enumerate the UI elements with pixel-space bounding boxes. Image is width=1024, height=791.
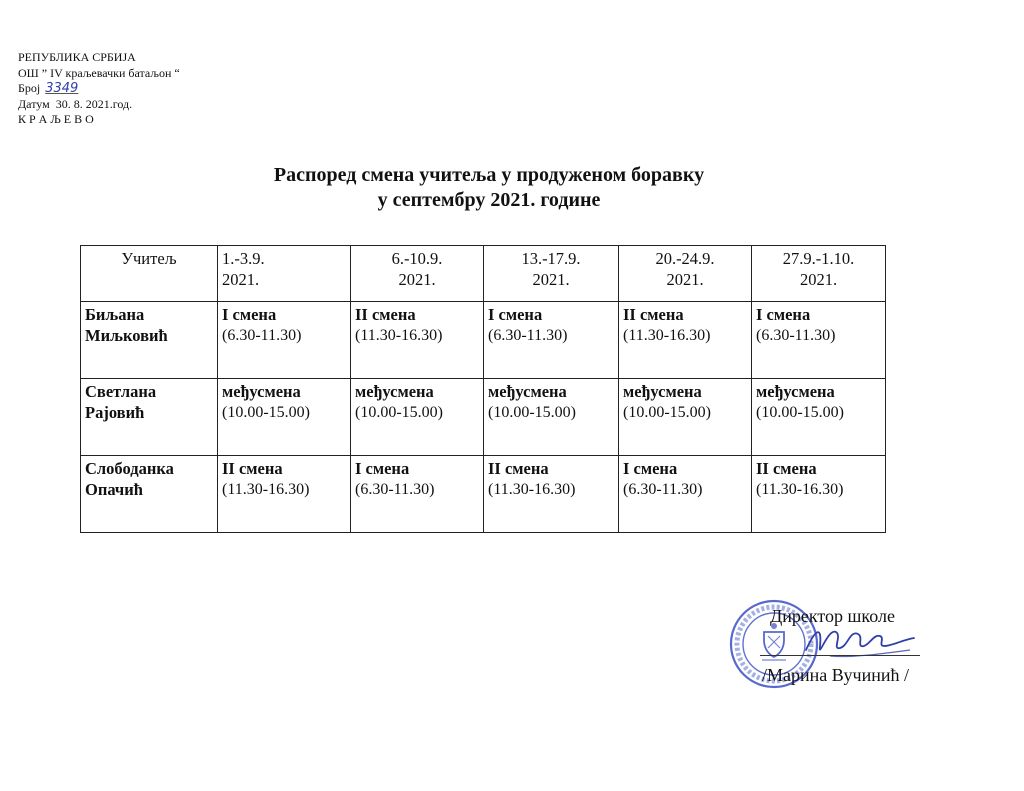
shift-label: I смена — [222, 305, 277, 324]
shift-cell — [484, 379, 619, 456]
shift-cell — [619, 302, 752, 379]
week-range: 1.-3.9. — [222, 249, 265, 268]
shift-label: међусмена — [623, 382, 702, 401]
city-line: К Р А Љ Е В О — [18, 112, 94, 126]
shift-time: (6.30-11.30) — [222, 327, 302, 344]
shift-cell — [752, 379, 886, 456]
shift-label: међусмена — [756, 382, 835, 401]
shift-label: међусмена — [355, 382, 434, 401]
teacher-first-name: Светлана — [85, 382, 157, 401]
shift-cell — [351, 302, 484, 379]
number-line — [18, 81, 180, 97]
shift-time: (11.30-16.30) — [756, 481, 844, 498]
week-header — [619, 246, 752, 302]
schedule-table — [80, 245, 886, 533]
page-title — [0, 163, 978, 213]
number-value: 3349 — [45, 81, 79, 96]
document-header — [18, 50, 180, 128]
teacher-last-name: Рајовић — [85, 403, 145, 422]
title-line-1: Распоред смена учитеља у продуженом боравку — [273, 164, 705, 186]
shift-cell — [484, 456, 619, 533]
shift-time: (11.30-16.30) — [222, 481, 310, 498]
teacher-name — [81, 379, 218, 456]
republic-line: РЕПУБЛИКА СРБИЈА — [18, 50, 136, 64]
table-header-row — [81, 246, 886, 302]
shift-time: (6.30-11.30) — [756, 327, 836, 344]
shift-cell — [619, 379, 752, 456]
shift-cell — [619, 456, 752, 533]
shift-cell — [218, 302, 351, 379]
week-year: 2021. — [799, 270, 838, 289]
shift-label: II смена — [756, 459, 817, 478]
handwritten-signature-icon — [800, 620, 920, 668]
teacher-name — [81, 302, 218, 379]
shift-label: I смена — [355, 459, 410, 478]
teacher-first-name: Слободанка — [85, 459, 174, 478]
shift-time: (10.00-15.00) — [623, 404, 711, 421]
shift-label: II смена — [488, 459, 549, 478]
shift-cell — [218, 456, 351, 533]
week-header — [484, 246, 619, 302]
date-value: 30. 8. 2021.год. — [55, 96, 133, 111]
week-header — [218, 246, 351, 302]
shift-cell — [484, 302, 619, 379]
shift-label: II смена — [355, 305, 416, 324]
teacher-last-name: Миљковић — [85, 326, 168, 345]
week-year: 2021. — [398, 270, 436, 289]
shift-label: међусмена — [222, 382, 301, 401]
signature-line — [760, 655, 920, 656]
shift-time: (10.00-15.00) — [488, 404, 576, 421]
shift-time: (10.00-15.00) — [756, 404, 844, 421]
week-range: 13.-17.9. — [521, 249, 581, 268]
week-range: 6.-10.9. — [391, 249, 443, 268]
week-header — [752, 246, 886, 302]
table-row — [81, 302, 886, 379]
shift-time: (6.30-11.30) — [355, 481, 435, 498]
title-line-2: у септембру 2021. године — [377, 189, 601, 211]
shift-time: (6.30-11.30) — [623, 481, 703, 498]
week-year: 2021. — [666, 270, 704, 289]
shift-cell — [752, 302, 886, 379]
director-name: /Марина Вучинић / — [762, 665, 909, 685]
shift-label: II смена — [623, 305, 684, 324]
shift-time: (11.30-16.30) — [623, 327, 711, 344]
shift-time: (11.30-16.30) — [488, 481, 576, 498]
shift-label: I смена — [488, 305, 543, 324]
shift-time: (10.00-15.00) — [355, 404, 443, 421]
shift-cell — [752, 456, 886, 533]
shift-label: I смена — [756, 305, 811, 324]
teacher-name — [81, 456, 218, 533]
shift-time: (11.30-16.30) — [355, 327, 443, 344]
director-title: Директор школе — [770, 606, 895, 626]
shift-time: (10.00-15.00) — [222, 404, 310, 421]
shift-label: I смена — [623, 459, 678, 478]
teacher-last-name: Опачић — [85, 480, 143, 499]
shift-label: II смена — [222, 459, 283, 478]
date-line — [18, 97, 180, 113]
week-header — [351, 246, 484, 302]
shift-cell — [218, 379, 351, 456]
week-year: 2021. — [532, 270, 570, 289]
date-label: Датум — [18, 96, 50, 111]
week-year: 2021. — [222, 270, 260, 289]
week-range: 27.9.-1.10. — [782, 249, 855, 268]
shift-label: међусмена — [488, 382, 567, 401]
shift-cell — [351, 379, 484, 456]
week-range: 20.-24.9. — [655, 249, 715, 268]
school-line: ОШ ” IV краљевачки батаљон “ — [18, 65, 180, 80]
teacher-first-name: Биљана — [85, 305, 145, 324]
teacher-column-header: Учитељ — [81, 246, 218, 302]
number-label: Број — [18, 81, 41, 95]
shift-time: (6.30-11.30) — [488, 327, 568, 344]
shift-cell — [351, 456, 484, 533]
table-row — [81, 379, 886, 456]
table-row — [81, 456, 886, 533]
